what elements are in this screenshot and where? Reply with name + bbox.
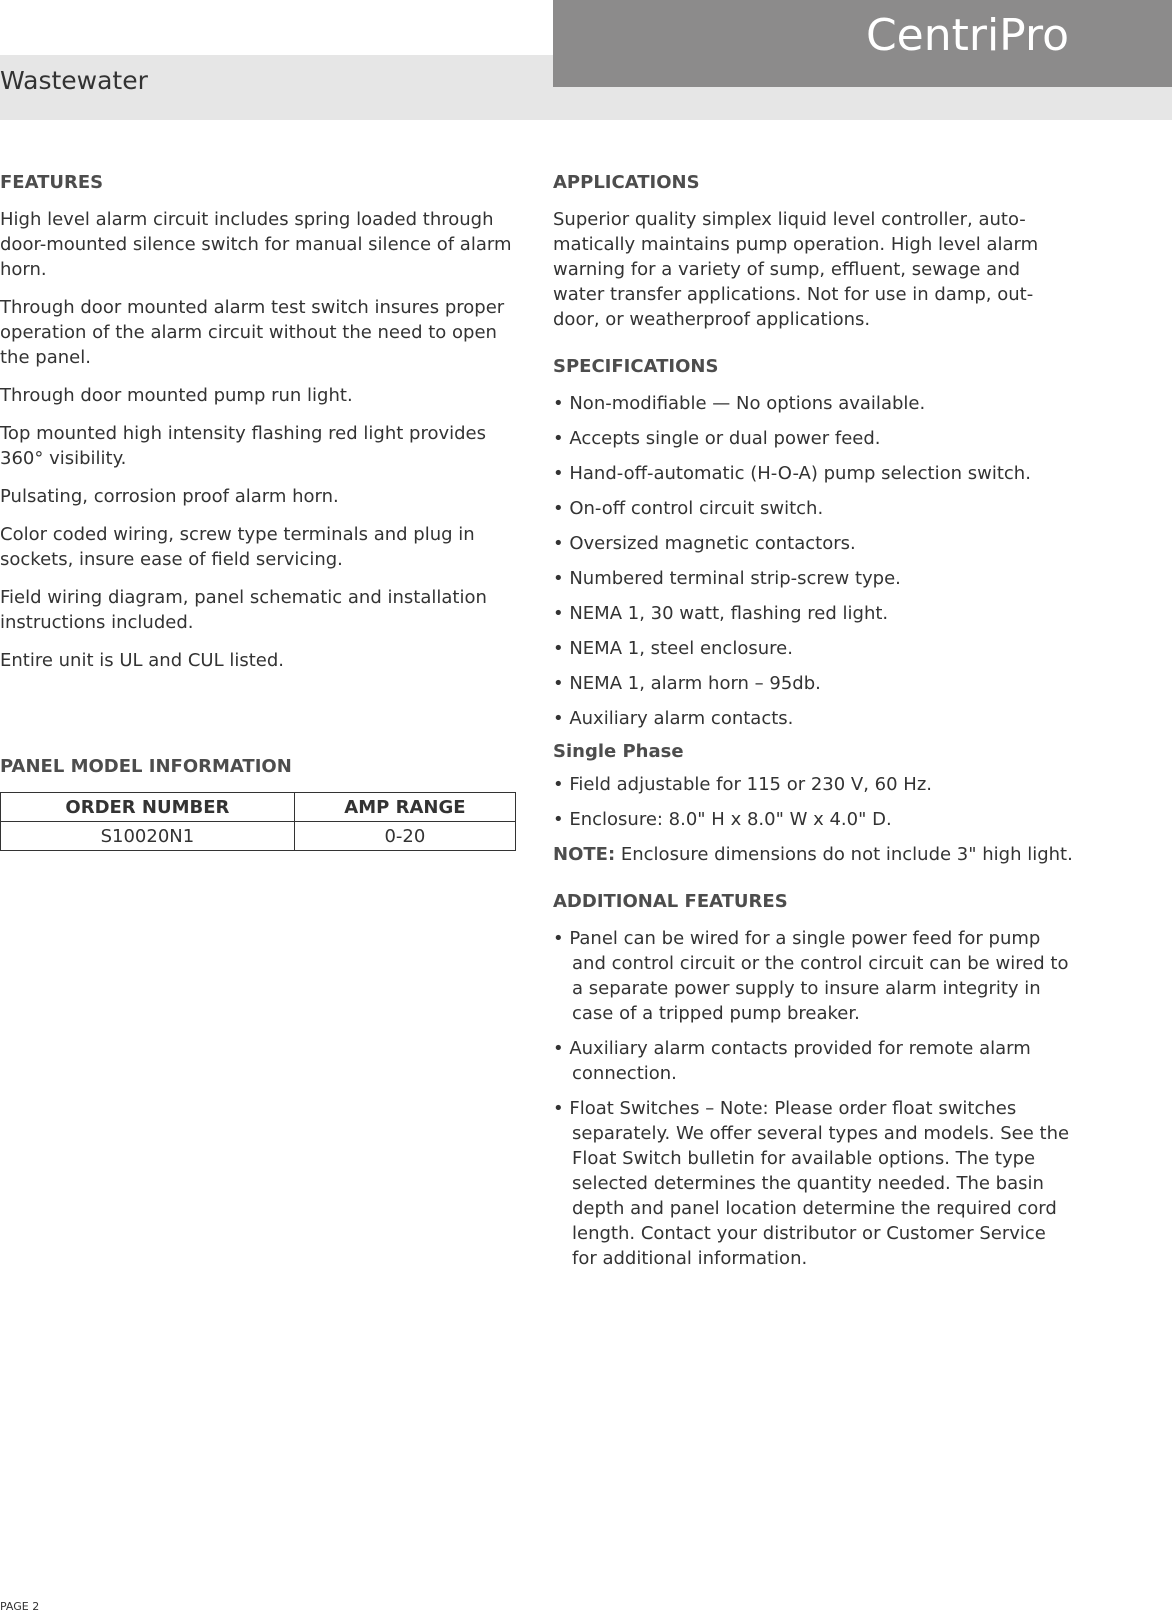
left-column <box>0 172 520 686</box>
features-heading: FEATURES <box>0 172 104 193</box>
spec-item: • On-off control circuit switch. <box>553 498 824 519</box>
feature-item: Entire unit is UL and CUL listed. <box>0 650 285 671</box>
spec-item: • Auxiliary alarm contacts. <box>553 708 794 729</box>
additional-features-heading: ADDITIONAL FEATURES <box>553 891 788 912</box>
panel-model-heading: PANEL MODEL INFORMATION <box>0 756 292 777</box>
table-row <box>1 822 516 851</box>
feature-item: Through door mounted alarm test switch insures proper operation of the alarm circuit without the need to open the panel. <box>0 297 505 368</box>
spec-item: • Non-modifiable — No options available. <box>553 393 926 414</box>
spec-item: • NEMA 1, steel enclosure. <box>553 638 793 659</box>
single-phase-item: • Field adjustable for 115 or 230 V, 60 Hz. <box>553 774 933 795</box>
spec-item: • NEMA 1, 30 watt, flashing red light. <box>553 603 889 624</box>
feature-item: Through door mounted pump run light. <box>0 385 353 406</box>
spec-item: • Oversized magnetic contactors. <box>553 533 856 554</box>
feature-item: Field wiring diagram, panel schematic and installation instructions included. <box>0 587 487 633</box>
additional-item: • Auxiliary alarm contacts provided for remote alarm connection. <box>553 1038 1031 1084</box>
spec-item: • Numbered terminal strip-screw type. <box>553 568 901 589</box>
column-header-order-number: ORDER NUMBER <box>1 793 295 822</box>
page-number: PAGE 2 <box>0 1600 40 1613</box>
spec-item: • Hand-off-automatic (H-O-A) pump selection switch. <box>553 463 1031 484</box>
order-number-cell: S10020N1 <box>1 822 295 851</box>
note-text: Enclosure dimensions do not include 3" high light. <box>620 844 1073 865</box>
specifications-heading: SPECIFICATIONS <box>553 356 719 377</box>
enclosure-note <box>553 842 1073 867</box>
section-title: Wastewater <box>0 66 148 95</box>
brand-logo-text: CentriPro <box>865 10 1069 61</box>
additional-item: • Panel can be wired for a single power feed for pump and control circuit or the control circuit can be wired to a separate power supply to insure alarm integrity in case of a tripped pump breaker. <box>553 928 1069 1024</box>
feature-item: High level alarm circuit includes spring loaded through door-mounted silence switch for manual silence of alarm horn. <box>0 209 512 280</box>
table-header-row <box>1 793 516 822</box>
feature-item: Color coded wiring, screw type terminals and plug in sockets, insure ease of field servicing. <box>0 524 475 570</box>
amp-range-cell: 0-20 <box>294 822 515 851</box>
feature-item: Pulsating, corrosion proof alarm horn. <box>0 486 339 507</box>
column-header-amp-range: AMP RANGE <box>294 793 515 822</box>
additional-item: • Float Switches – Note: Please order float switches separately. We offer several types and models. See the Float Switch bulletin for available options. The type selected determines the quantity needed. The basin depth and panel location determine the required cord length. Contact your distributor or Customer Service for additional information. <box>553 1098 1070 1269</box>
feature-item: Top mounted high intensity flashing red light provides 360° visibility. <box>0 423 486 469</box>
single-phase-heading: Single Phase <box>553 741 684 762</box>
brand-banner <box>553 0 1172 87</box>
note-label: NOTE: <box>553 844 616 865</box>
single-phase-item: • Enclosure: 8.0" H x 8.0" W x 4.0" D. <box>553 809 892 830</box>
right-column <box>553 172 1073 1281</box>
applications-heading: APPLICATIONS <box>553 172 700 193</box>
spec-item: • Accepts single or dual power feed. <box>553 428 881 449</box>
panel-model-table <box>0 792 516 851</box>
spec-item: • NEMA 1, alarm horn – 95db. <box>553 673 821 694</box>
applications-text: Superior quality simplex liquid level controller, auto-matically maintains pump operation. High level alarm warning for a variety of sump, effluent, sewage and water transfer applications. Not for use in damp, out-door, or weatherproof applications. <box>553 209 1039 330</box>
